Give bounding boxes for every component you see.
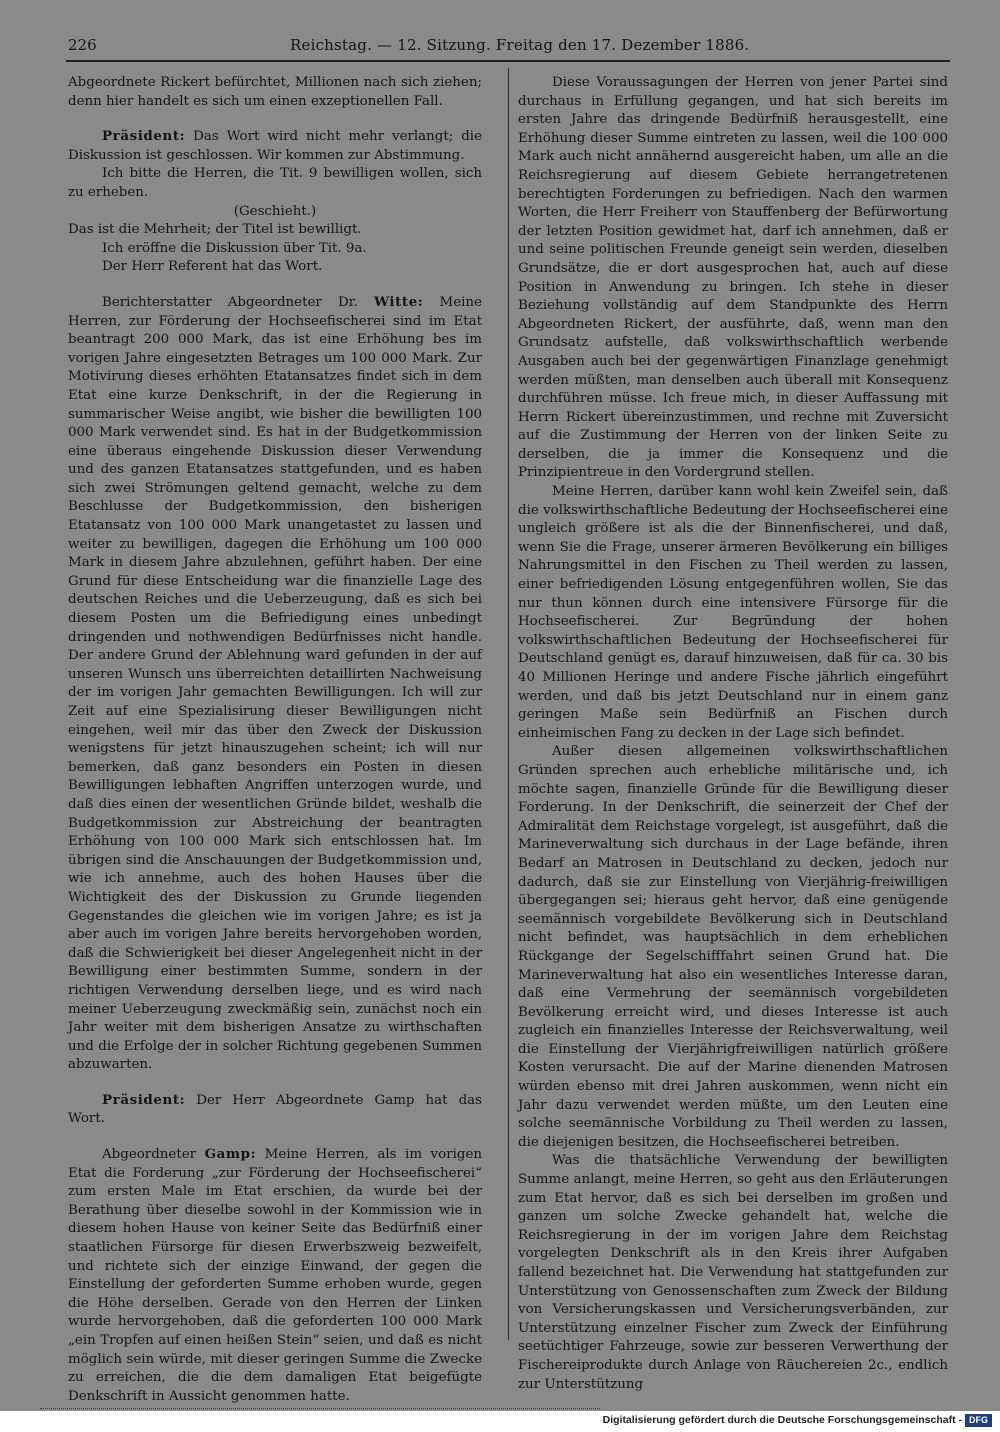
speaker-label: Präsident:	[102, 128, 186, 145]
left-column	[68, 74, 482, 1406]
paragraph: Abgeordneter Gamp: Meine Herren, als im vorigen Etat die Forderung „zur Förderung der Hochseefischerei“ zum ersten Male im Etat erschien, da wurde bei der Berathung über dieselbe sowohl in der Kommission wie in diesem hohen Hause von keiner Seite das Bedürfniß einer staatlichen Fürsorge für diesen Erwerbszweig bezweifelt, und richtete sich der einzige Einwand, der gegen die Einstellung der geforderten Summe erhoben wurde, gegen die Höhe derselben. Gerade von den Herren der Linken wurde hervorgehoben, daß die geforderten 100 000 Mark „ein Tropfen auf einen heißen Stein“ seien, und daß es nicht möglich sein würde, mit dieser geringen Summe die Zwecke zu erreichen, die die dem damaligen Etat beigefügte Denkschrift in Aussicht genommen hatte.	[68, 1146, 482, 1404]
digitization-credit: Digitalisierung gefördert durch die Deutsche Forschungsgemeinschaft -	[602, 1414, 962, 1426]
speaker-label: Witte:	[374, 293, 424, 310]
speaker-label: Präsident:	[102, 1091, 186, 1108]
column-divider	[508, 68, 509, 1340]
right-column	[518, 74, 948, 1394]
paragraph: Ich bitte die Herren, die Tit. 9 bewilligen wollen, sich zu erheben.	[68, 166, 482, 200]
paragraph: Diese Voraussagungen der Herren von jener Partei sind durchaus in Erfüllung gegangen, und hat sich bereits im ersten Jahre das dringende Bedürfniß herausgestellt, eine Erhöhung dieser Summe eintreten zu lassen, weil die 100 000 Mark auch nicht annähernd ausgereicht haben, um alle an die Reichsregierung auf diesem Gebiete herrangetretenen berechtigten Forderungen zu befriedigen. Nach den warmen Worten, die Herr Freiherr von Stauffenberg der Befürwortung der letzten Position gewidmet hat, darf ich annehmen, daß er und seine politischen Freunde geneigt sein werden, dieselben Grundsätze, die er dort ausgesprochen hat, auch auf diese Position in Anwendung zu bringen. Ich stehe in dieser Beziehung vollständig auf dem Standpunkte des Herrn Abgeordneten Rickert, der ausführte, daß, wenn man den Grundsatz aufstelle, daß volkswirthschaftlich werbende Ausgaben auch bei der gegenwärtigen Finanzlage genehmigt werden müßten, man denselben auch überall mit Konsequenz durchführen müsse. Ich freue mich, in dieser Auffassung mit Herrn Rickert übereinzustimmen, und rechne mit Zuversicht auf die Zustimmung der Herren von der linken Seite zu derselben, die ja immer die Konsequenz und die Prinzipientreue in den Vordergrund stellen.	[518, 75, 948, 481]
running-head: Reichstag. — 12. Sitzung. Freitag den 17. Dezember 1886.	[290, 36, 750, 54]
paragraph: Ich eröffne die Diskussion über Tit. 9a.	[102, 240, 367, 256]
paragraph: Berichterstatter Abgeordneter Dr. Witte: Meine Herren, zur Förderung der Hochseefischerei sind im Etat beantragt 200 000 Mark, das ist eine Erhöhung bes im vorigen Jahre eingesetzten Betrages um 100 000 Mark. Zur Motivirung dieses erhöhten Etatansatzes findet sich in dem Etat eine kurze Denkschrift, in der die Regierung in summarischer Weise angibt, wie bisher die bewilligten 100 000 Mark verwendet sind. Es hat in der Budgetkommission eine überaus eingehende Diskussion dieser Verwendung und des ganzen Etatansatzes stattgefunden, und es haben sich zwei Strömungen geltend gemacht, welche zu dem Beschlusse der Budgetkommission, den bisherigen Etatansatz von 100 000 Mark unangetastet zu lassen und weiter zu bewilligen, dagegen die Erhöhung um 100 000 Mark in diesem Jahre abzulehnen, geführt haben. Der eine Grund für diese Entscheidung war die finanzielle Lage des deutschen Reiches und die Ueberzeugung, daß es sich bei diesem Posten um die Befriedigung eines unbedingt dringenden und nothwendigen Bedürfnisses nicht handle. Der andere Grund der Ablehnung ward gefunden in der auf unseren Wunsch uns überreichten detaillirten Nachweisung der im vorigen Jahr gemachten Bewilligungen. Ich will zur Zeit auf eine Spezialisirung dieser Bewilligungen nicht eingehen, weil mir das über den Zweck der Diskussion wenigstens für jetzt hinauszugehen scheint; ich will nur bemerken, daß ganz besonders ein Posten in diesen Bewilligungen lebhaften Angriffen unterzogen wurde, und daß dies einen der wesentlichen Gründe bildet, weshalb die Budgetkommission zur Abstreichung der beantragten Erhöhung von 100 000 Mark sich entschlossen hat. Im übrigen sind die Anschauungen der Budgetkommission und, wie ich annehme, auch des hohen Hauses über die Wichtigkeit des der Diskussion zu Grunde liegenden Gegenstandes die gleichen wie im vorigen Jahre; es ist ja aber auch im vorigen Jahre bereits hervorgehoben worden, daß die Schwierigkeit bei dieser Angelegenheit nicht in der Bewilligung einer bestimmten Summe, sondern in der richtigen Verwendung derselben liege, und es wird nach meiner Ueberzeugung zweckmäßig sein, zunächst noch ein Jahr weiter mit dem bisherigen Ansatze zu wirthschaften und die Erfolge der in solcher Richtung gegebenen Summen abzuwarten.	[68, 293, 482, 1073]
paragraph: Abgeordnete Rickert befürchtet, Millionen nach sich ziehen; denn hier handelt es sich um einen exzeptionellen Fall.	[68, 75, 482, 109]
page-number: 226	[68, 36, 97, 54]
dfg-logo-icon: DFG	[965, 1414, 992, 1427]
header-rule	[66, 60, 950, 62]
paragraph: Außer diesen allgemeinen volkswirthschaftlichen Gründen sprechen auch erhebliche militärische und, ich möchte sagen, finanzielle Gründe für die Bewilligung dieser Forderung. In der Denkschrift, die seinerzeit der Chef der Admiralität dem Reichstage vorgelegt, ist ausgeführt, daß die Marineverwaltung sich durchaus in der Lage befände, ihren Bedarf an Matrosen in Deutschland zu decken, jedoch nur dadurch, daß sie zur Einstellung von Vierjährig-freiwilligen übergegangen sei; hieraus geht hervor, daß eine genügende seemännisch vorgebildete Bevölkerung sich in Deutschland nicht befindet, was hauptsächlich in dem erheblichen Rückgange der Segelschifffahrt seinen Grund hat. Die Marineverwaltung hat also ein wesentliches Interesse daran, daß eine Vermehrung der seemännisch vorgebildeten Bevölkerung erreicht wird, und dieses Interesse ist auch zugleich ein finanzielles Interesse der Reichsverwaltung, weil die Einstellung der Vierjährigfreiwilligen natürlich größere Kosten verursacht. Die auf der Marine dienenden Matrosen würden ebenso mit drei Jahren auskommen, wenn nicht ein Jahr dazu verwendet werden müßte, um den Leuten eine solche seemännische Vorbildung zu Theil werden zu lassen, die diejenigen besitzen, die Hochseefischerei betreiben.	[518, 744, 948, 1150]
paragraph: Was die thatsächliche Verwendung der bewilligten Summe anlangt, meine Herren, so geht aus den Erläuterungen zum Etat hervor, daß es sich bei derselben im großen und ganzen um solche Zwecke gehandelt hat, welche die Reichsregierung in der im vorigen Jahre dem Reichstag vorgelegten Denkschrift als in den Kreis ihrer Aufgaben fallend bezeichnet hat. Die Verwendung hat stattgefunden zur Unterstützung von Genossenschaften zum Zweck der Bildung von Versicherungskassen und Versicherungsverbänden, zur Unterstützung einzelner Fischer zum Zweck der Einführung seetüchtiger Fahrzeuge, sowie zur besseren Verwerthung der Fischereiprodukte durch Anlage von Räuchereien 2c., endlich zur Unterstützung	[518, 1153, 948, 1392]
paragraph: Das ist die Mehrheit; der Titel ist bewilligt.	[68, 222, 362, 238]
paragraph: Präsident: Der Herr Abgeordnete Gamp hat das Wort.	[68, 1091, 482, 1127]
stage-direction: (Geschieht.)	[233, 203, 317, 219]
paragraph: Der Herr Referent hat das Wort.	[102, 259, 323, 275]
paragraph: Meine Herren, darüber kann wohl kein Zweifel sein, daß die volkswirthschaftliche Bedeutung der Hochseefischerei eine ungleich größere ist als die der Binnenfischerei, und daß, wenn Sie die Frage, unserer ärmeren Bevölkerung ein billiges Nahrungsmittel in den Fischen zu Theil werden zu lassen, einer befriedigenden Lösung entgegenführen wollen, Sie das nur thun können durch eine intensivere Fürsorge für die Hochseefischerei. Zur Begründung der hohen volkswirthschaftlichen Bedeutung der Hochseefischerei für Deutschland genügt es, darauf hinzuweisen, daß für ca. 30 bis 40 Millionen Heringe und andere Fische jährlich eingeführt werden, und daß bis jetzt Deutschland nur in einem ganz geringen Maße sein Bedürfniß an Fischen durch einheimischen Fang zu decken in der Lage sich befindet.	[518, 484, 948, 741]
speaker-label: Gamp:	[204, 1146, 257, 1163]
paragraph: Präsident: Das Wort wird nicht mehr verlangt; die Diskussion ist geschlossen. Wir kommen zur Abstimmung.	[68, 128, 482, 163]
page-header	[68, 34, 948, 58]
